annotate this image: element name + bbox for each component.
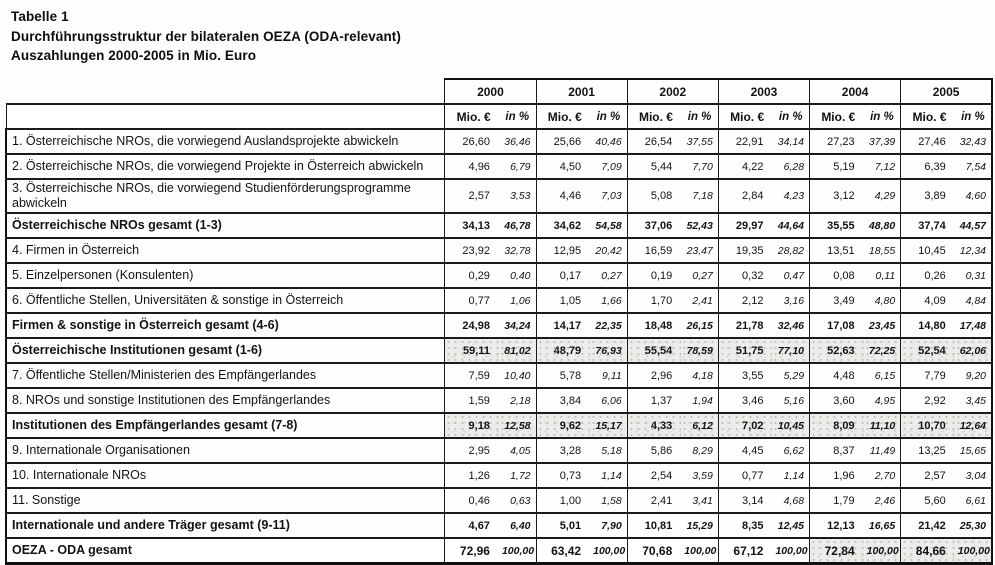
subheader-amount-2000: Mio. € (445, 104, 499, 129)
value-mio-2003: 0,77 (718, 463, 772, 488)
value-mio-2000: 34,13 (445, 213, 499, 238)
value-pct-2002: 0,27 (681, 263, 718, 288)
value-pct-2004: 16,65 (864, 513, 901, 538)
value-pct-2000: 34,24 (499, 313, 536, 338)
year-header-2000: 2000 (445, 79, 536, 104)
value-pct-2000: 46,78 (499, 213, 536, 238)
value-mio-2004: 35,55 (810, 213, 864, 238)
value-mio-2000: 59,11 (445, 338, 499, 363)
value-pct-2000: 2,18 (499, 388, 536, 413)
subheader-percent-2000: in % (499, 104, 536, 129)
value-mio-2003: 29,97 (718, 213, 772, 238)
value-mio-2004: 3,49 (810, 288, 864, 313)
value-mio-2005: 4,09 (901, 288, 955, 313)
value-mio-2004: 3,60 (810, 388, 864, 413)
subheader-amount-2004: Mio. € (810, 104, 864, 129)
value-mio-2003: 51,75 (718, 338, 772, 363)
value-mio-2000: 0,29 (445, 263, 499, 288)
value-pct-2002: 52,43 (681, 213, 718, 238)
value-mio-2002: 10,81 (627, 513, 681, 538)
value-mio-2002: 55,54 (627, 338, 681, 363)
value-mio-2002: 37,06 (627, 213, 681, 238)
value-mio-2003: 2,12 (718, 288, 772, 313)
value-mio-2003: 21,78 (718, 313, 772, 338)
value-pct-2001: 76,93 (590, 338, 627, 363)
row-label: 2. Österreichische NROs, die vorwiegend Projekte in Österreich abwickeln (6, 154, 445, 179)
year-header-2005: 2005 (901, 79, 992, 104)
value-mio-2003: 22,91 (718, 129, 772, 154)
header-year-row (6, 79, 992, 104)
table-body (6, 129, 992, 564)
value-pct-2005: 0,31 (955, 263, 992, 288)
value-pct-2004: 11,49 (864, 438, 901, 463)
header-ghost-cell (6, 79, 445, 104)
value-pct-2004: 4,29 (864, 179, 901, 213)
value-mio-2002: 5,08 (627, 179, 681, 213)
value-mio-2001: 5,78 (536, 363, 590, 388)
row-label: 9. Internationale Organisationen (6, 438, 445, 463)
value-pct-2005: 6,61 (955, 488, 992, 513)
value-pct-2000: 6,79 (499, 154, 536, 179)
value-pct-2003: 0,47 (772, 263, 809, 288)
value-mio-2003: 3,55 (718, 363, 772, 388)
value-pct-2005: 25,30 (955, 513, 992, 538)
value-pct-2005: 3,04 (955, 463, 992, 488)
value-mio-2000: 2,95 (445, 438, 499, 463)
value-pct-2000: 36,46 (499, 129, 536, 154)
year-header-2004: 2004 (810, 79, 901, 104)
value-pct-2002: 26,15 (681, 313, 718, 338)
value-mio-2002: 1,70 (627, 288, 681, 313)
value-pct-2003: 1,14 (772, 463, 809, 488)
value-pct-2001: 20,42 (590, 238, 627, 263)
row-label: 10. Internationale NROs (6, 463, 445, 488)
value-mio-2001: 12,95 (536, 238, 590, 263)
value-mio-2001: 4,50 (536, 154, 590, 179)
value-mio-2001: 3,84 (536, 388, 590, 413)
value-mio-2003: 7,02 (718, 413, 772, 438)
value-pct-2004: 72,25 (864, 338, 901, 363)
table-row (6, 263, 992, 288)
value-pct-2003: 5,16 (772, 388, 809, 413)
row-label: Firmen & sonstige in Österreich gesamt (4-6) (6, 313, 445, 338)
value-pct-2003: 77,10 (772, 338, 809, 363)
value-pct-2000: 100,00 (499, 538, 536, 564)
value-pct-2001: 15,17 (590, 413, 627, 438)
value-pct-2001: 7,03 (590, 179, 627, 213)
value-pct-2002: 7,70 (681, 154, 718, 179)
value-pct-2004: 4,80 (864, 288, 901, 313)
table-row (6, 538, 992, 564)
value-pct-2005: 62,06 (955, 338, 992, 363)
value-mio-2003: 3,14 (718, 488, 772, 513)
value-mio-2005: 52,54 (901, 338, 955, 363)
value-mio-2001: 25,66 (536, 129, 590, 154)
table-row (6, 488, 992, 513)
value-mio-2004: 13,51 (810, 238, 864, 263)
subheader-percent-2004: in % (864, 104, 901, 129)
subheader-percent-2002: in % (681, 104, 718, 129)
value-mio-2001: 9,62 (536, 413, 590, 438)
year-header-2002: 2002 (627, 79, 718, 104)
value-mio-2002: 0,19 (627, 263, 681, 288)
value-mio-2004: 8,37 (810, 438, 864, 463)
value-mio-2004: 52,63 (810, 338, 864, 363)
value-mio-2000: 2,57 (445, 179, 499, 213)
value-mio-2005: 2,57 (901, 463, 955, 488)
value-mio-2002: 5,44 (627, 154, 681, 179)
subheader-amount-2005: Mio. € (901, 104, 955, 129)
value-mio-2005: 13,25 (901, 438, 955, 463)
table-row (6, 363, 992, 388)
value-mio-2001: 1,00 (536, 488, 590, 513)
value-mio-2005: 6,39 (901, 154, 955, 179)
value-pct-2000: 81,02 (499, 338, 536, 363)
value-pct-2001: 22,35 (590, 313, 627, 338)
table-number: Tabelle 1 (11, 9, 69, 24)
value-pct-2000: 6,40 (499, 513, 536, 538)
value-pct-2000: 1,72 (499, 463, 536, 488)
table-row (6, 413, 992, 438)
value-mio-2004: 8,09 (810, 413, 864, 438)
table-row (6, 154, 992, 179)
value-pct-2003: 100,00 (772, 538, 809, 564)
value-pct-2003: 6,62 (772, 438, 809, 463)
value-mio-2000: 1,59 (445, 388, 499, 413)
value-pct-2001: 1,14 (590, 463, 627, 488)
row-label: OEZA - ODA gesamt (6, 538, 445, 564)
row-label: 7. Öffentliche Stellen/Ministerien des Empfängerlandes (6, 363, 445, 388)
value-mio-2004: 1,96 (810, 463, 864, 488)
value-mio-2003: 19,35 (718, 238, 772, 263)
value-pct-2003: 10,45 (772, 413, 809, 438)
value-mio-2002: 5,86 (627, 438, 681, 463)
value-mio-2004: 72,84 (810, 538, 864, 564)
value-mio-2005: 84,66 (901, 538, 955, 564)
value-pct-2004: 37,39 (864, 129, 901, 154)
row-label: Österreichische Institutionen gesamt (1-6) (6, 338, 445, 363)
value-pct-2003: 28,82 (772, 238, 809, 263)
table-title (11, 7, 401, 66)
value-pct-2005: 9,20 (955, 363, 992, 388)
value-pct-2005: 100,00 (955, 538, 992, 564)
value-pct-2004: 11,10 (864, 413, 901, 438)
subheader-amount-2003: Mio. € (718, 104, 772, 129)
value-mio-2002: 70,68 (627, 538, 681, 564)
value-mio-2001: 34,62 (536, 213, 590, 238)
value-pct-2005: 44,57 (955, 213, 992, 238)
value-mio-2000: 26,60 (445, 129, 499, 154)
value-mio-2001: 5,01 (536, 513, 590, 538)
value-pct-2000: 12,58 (499, 413, 536, 438)
value-mio-2005: 7,79 (901, 363, 955, 388)
subheader-percent-2003: in % (772, 104, 809, 129)
value-pct-2001: 5,18 (590, 438, 627, 463)
value-mio-2005: 10,45 (901, 238, 955, 263)
value-mio-2002: 16,59 (627, 238, 681, 263)
value-mio-2004: 5,19 (810, 154, 864, 179)
value-mio-2002: 4,33 (627, 413, 681, 438)
subheader-percent-2001: in % (590, 104, 627, 129)
value-mio-2000: 0,46 (445, 488, 499, 513)
value-pct-2002: 1,94 (681, 388, 718, 413)
value-mio-2000: 0,77 (445, 288, 499, 313)
subheader-percent-2005: in % (955, 104, 992, 129)
value-mio-2004: 4,48 (810, 363, 864, 388)
value-pct-2001: 54,58 (590, 213, 627, 238)
value-mio-2000: 23,92 (445, 238, 499, 263)
table-row (6, 463, 992, 488)
value-pct-2004: 2,46 (864, 488, 901, 513)
value-pct-2003: 4,68 (772, 488, 809, 513)
table-row (6, 313, 992, 338)
value-pct-2001: 7,09 (590, 154, 627, 179)
value-pct-2005: 12,34 (955, 238, 992, 263)
value-pct-2001: 40,46 (590, 129, 627, 154)
value-pct-2001: 9,11 (590, 363, 627, 388)
value-pct-2003: 5,29 (772, 363, 809, 388)
value-mio-2005: 27,46 (901, 129, 955, 154)
value-mio-2000: 4,67 (445, 513, 499, 538)
year-header-2001: 2001 (536, 79, 627, 104)
table-row (6, 129, 992, 154)
value-mio-2001: 48,79 (536, 338, 590, 363)
value-mio-2004: 27,23 (810, 129, 864, 154)
row-label: Österreichische NROs gesamt (1-3) (6, 213, 445, 238)
header-subheader-row (6, 104, 992, 129)
value-mio-2003: 2,84 (718, 179, 772, 213)
value-mio-2004: 0,08 (810, 263, 864, 288)
value-pct-2004: 0,11 (864, 263, 901, 288)
value-mio-2003: 3,46 (718, 388, 772, 413)
value-mio-2003: 67,12 (718, 538, 772, 564)
value-pct-2002: 4,18 (681, 363, 718, 388)
label-column-header (6, 104, 445, 129)
value-mio-2005: 10,70 (901, 413, 955, 438)
value-mio-2005: 14,80 (901, 313, 955, 338)
value-mio-2003: 8,35 (718, 513, 772, 538)
value-mio-2001: 14,17 (536, 313, 590, 338)
value-pct-2004: 4,95 (864, 388, 901, 413)
value-mio-2005: 2,92 (901, 388, 955, 413)
value-mio-2005: 5,60 (901, 488, 955, 513)
value-pct-2004: 18,55 (864, 238, 901, 263)
value-pct-2002: 37,55 (681, 129, 718, 154)
value-mio-2002: 2,54 (627, 463, 681, 488)
value-mio-2005: 0,26 (901, 263, 955, 288)
table-row (6, 288, 992, 313)
table-row (6, 238, 992, 263)
value-pct-2003: 44,64 (772, 213, 809, 238)
row-label: 4. Firmen in Österreich (6, 238, 445, 263)
row-label: Institutionen des Empfängerlandes gesamt (7-8) (6, 413, 445, 438)
value-pct-2001: 7,90 (590, 513, 627, 538)
row-label: 3. Österreichische NROs, die vorwiegend Studienförderungsprogramme abwickeln (6, 179, 445, 213)
table-header (6, 79, 992, 129)
value-pct-2000: 32,78 (499, 238, 536, 263)
value-pct-2005: 17,48 (955, 313, 992, 338)
value-mio-2003: 4,22 (718, 154, 772, 179)
value-mio-2000: 1,26 (445, 463, 499, 488)
value-mio-2003: 0,32 (718, 263, 772, 288)
value-mio-2005: 21,42 (901, 513, 955, 538)
table-row (6, 213, 992, 238)
value-pct-2003: 34,14 (772, 129, 809, 154)
value-pct-2004: 48,80 (864, 213, 901, 238)
value-pct-2005: 15,65 (955, 438, 992, 463)
value-pct-2004: 6,15 (864, 363, 901, 388)
value-pct-2000: 0,40 (499, 263, 536, 288)
value-mio-2005: 3,89 (901, 179, 955, 213)
value-pct-2003: 12,45 (772, 513, 809, 538)
table-row (6, 388, 992, 413)
row-label: 5. Einzelpersonen (Konsulenten) (6, 263, 445, 288)
row-label: 6. Öffentliche Stellen, Universitäten & sonstige in Österreich (6, 288, 445, 313)
table-row (6, 179, 992, 213)
value-pct-2001: 0,27 (590, 263, 627, 288)
value-pct-2004: 2,70 (864, 463, 901, 488)
table-title-sub: Auszahlungen 2000-2005 in Mio. Euro (11, 48, 257, 64)
value-mio-2000: 24,98 (445, 313, 499, 338)
value-pct-2002: 8,29 (681, 438, 718, 463)
value-pct-2002: 78,59 (681, 338, 718, 363)
value-mio-2000: 9,18 (445, 413, 499, 438)
value-pct-2005: 32,43 (955, 129, 992, 154)
value-pct-2004: 23,45 (864, 313, 901, 338)
value-pct-2001: 1,66 (590, 288, 627, 313)
table-row (6, 513, 992, 538)
value-mio-2000: 7,59 (445, 363, 499, 388)
value-pct-2002: 100,00 (681, 538, 718, 564)
value-pct-2000: 0,63 (499, 488, 536, 513)
value-pct-2005: 4,60 (955, 179, 992, 213)
value-pct-2001: 6,06 (590, 388, 627, 413)
value-mio-2001: 63,42 (536, 538, 590, 564)
value-pct-2005: 4,84 (955, 288, 992, 313)
value-mio-2001: 4,46 (536, 179, 590, 213)
value-mio-2001: 3,28 (536, 438, 590, 463)
value-mio-2002: 1,37 (627, 388, 681, 413)
row-label: Internationale und andere Träger gesamt (9-11) (6, 513, 445, 538)
value-pct-2001: 100,00 (590, 538, 627, 564)
value-pct-2001: 1,58 (590, 488, 627, 513)
value-mio-2000: 4,96 (445, 154, 499, 179)
value-pct-2002: 3,59 (681, 463, 718, 488)
value-mio-2004: 12,13 (810, 513, 864, 538)
year-header-2003: 2003 (718, 79, 809, 104)
table-row (6, 438, 992, 463)
value-pct-2002: 3,41 (681, 488, 718, 513)
value-pct-2005: 7,54 (955, 154, 992, 179)
value-mio-2003: 4,45 (718, 438, 772, 463)
value-mio-2001: 1,05 (536, 288, 590, 313)
value-pct-2002: 23,47 (681, 238, 718, 263)
subheader-amount-2001: Mio. € (536, 104, 590, 129)
value-pct-2003: 6,28 (772, 154, 809, 179)
value-pct-2002: 15,29 (681, 513, 718, 538)
value-mio-2002: 2,41 (627, 488, 681, 513)
value-mio-2001: 0,17 (536, 263, 590, 288)
row-label: 8. NROs und sonstige Institutionen des Empfängerlandes (6, 388, 445, 413)
subheader-amount-2002: Mio. € (627, 104, 681, 129)
table-title-main: Durchführungsstruktur der bilateralen OEZA (ODA-relevant) (11, 28, 402, 44)
value-pct-2000: 1,06 (499, 288, 536, 313)
value-pct-2002: 7,18 (681, 179, 718, 213)
value-pct-2005: 12,64 (955, 413, 992, 438)
value-mio-2000: 72,96 (445, 538, 499, 564)
value-pct-2003: 4,23 (772, 179, 809, 213)
value-pct-2004: 100,00 (864, 538, 901, 564)
value-mio-2002: 26,54 (627, 129, 681, 154)
value-mio-2005: 37,74 (901, 213, 955, 238)
value-mio-2004: 3,12 (810, 179, 864, 213)
value-pct-2003: 32,46 (772, 313, 809, 338)
value-pct-2002: 6,12 (681, 413, 718, 438)
value-pct-2005: 3,45 (955, 388, 992, 413)
value-pct-2003: 3,16 (772, 288, 809, 313)
value-pct-2000: 10,40 (499, 363, 536, 388)
value-pct-2000: 3,53 (499, 179, 536, 213)
table-row (6, 338, 992, 363)
value-mio-2002: 2,96 (627, 363, 681, 388)
row-label: 11. Sonstige (6, 488, 445, 513)
oeza-data-table (5, 78, 993, 565)
value-pct-2004: 7,12 (864, 154, 901, 179)
value-mio-2004: 1,79 (810, 488, 864, 513)
row-label: 1. Österreichische NROs, die vorwiegend Auslandsprojekte abwickeln (6, 129, 445, 154)
value-pct-2002: 2,41 (681, 288, 718, 313)
value-mio-2002: 18,48 (627, 313, 681, 338)
value-pct-2000: 4,05 (499, 438, 536, 463)
value-mio-2004: 17,08 (810, 313, 864, 338)
value-mio-2001: 0,73 (536, 463, 590, 488)
